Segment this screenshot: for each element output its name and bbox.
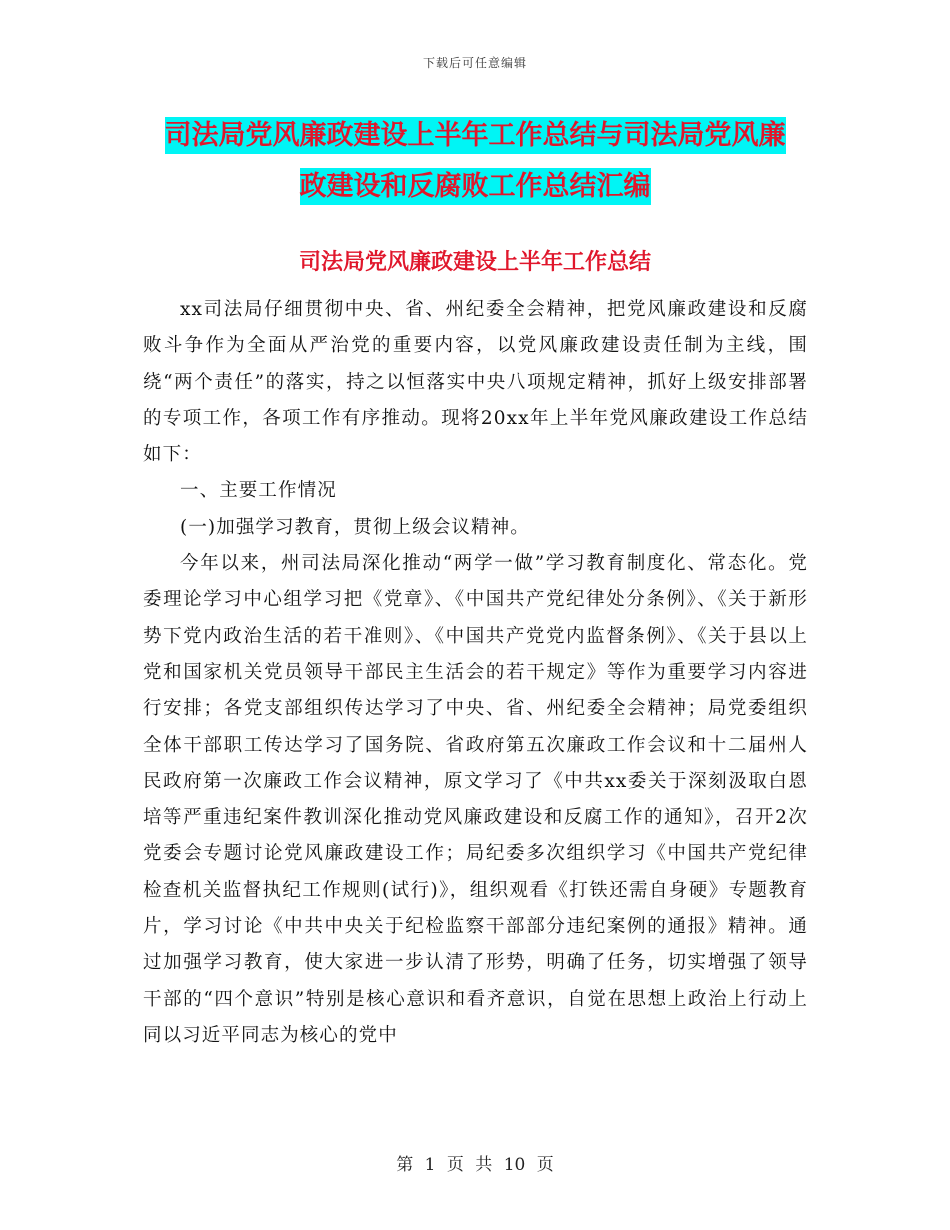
page-footer-pagination: 第 1 页 共 10 页 [396, 1155, 554, 1175]
document-body [143, 292, 808, 1054]
body-paragraph-study: 今年以来，州司法局深化推动“两学一做”学习教育制度化、常态化。党委理论学习中心组学习把《党章》、《中国共产党纪律处分条例》、《关于新形势下党内政治生活的若干准则》、《中国共产党党内监督条例》、《关于县以上党和国家机关党员领导干部民主生活会的若干规定》等作为重要学习内容进行安排；各党支部组织传达学习了中央、省、州纪委全会精神；局党委组织全体干部职工传达学习了国务院、省政府第五次廉政工作会议和十二届州人民政府第一次廉政工作会议精神，原文学习了《中共xx委关于深刻汲取白恩培等严重违纪案件教训深化推动党风廉政建设和反腐工作的通知》，召开2次党委会专题讨论党风廉政建设工作；局纪委多次组织学习《中国共产党纪律检查机关监督执纪工作规则(试行)》，组织观看《打铁还需自身硬》专题教育片，学习讨论《中共中央关于纪检监察干部部分违纪案例的通报》精神。通过加强学习教育，使大家进一步认清了形势，明确了任务，切实增强了领导干部的“四个意识”特别是核心意识和看齐意识，自觉在思想上政治上行动上同以习近平同志为核心的党中 [143, 553, 808, 1046]
section-title: 司法局党风廉政建设上半年工作总结 [298, 250, 651, 275]
body-heading-main-work: 一、主要工作情况 [180, 480, 337, 502]
page-header-note: 下载后可任意编辑 [422, 56, 527, 70]
document-title-line-2: 政建设和反腐败工作总结汇编 [300, 168, 651, 205]
body-subheading-study: (一)加强学习教育，贯彻上级会议精神。 [180, 516, 530, 538]
document-title-line-1: 司法局党风廉政建设上半年工作总结与司法局党风廉 [165, 117, 786, 154]
body-paragraph-intro: xx司法局仔细贯彻中央、省、州纪委全会精神，把党风廉政建设和反腐败斗争作为全面从严治党的重要内容，以党风廉政建设责任制为主线，围绕“两个责任”的落实，持之以恒落实中央八项规定精神，抓好上级安排部署的专项工作，各项工作有序推动。现将20xx年上半年党风廉政建设工作总结如下： [143, 299, 808, 466]
document-title [100, 110, 850, 212]
